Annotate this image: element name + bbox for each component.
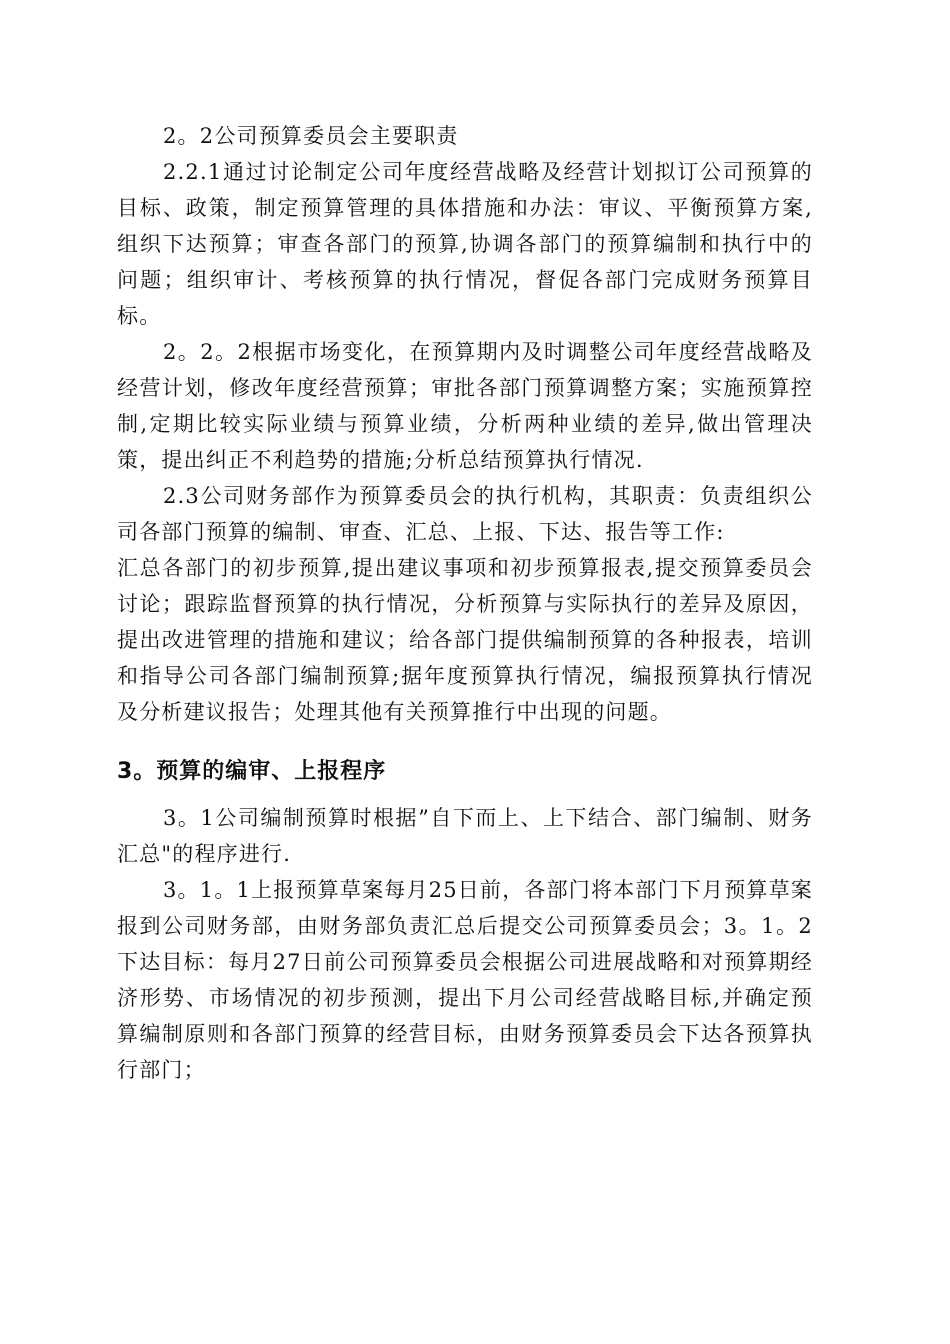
- document-body: [117, 118, 813, 1088]
- section-2-2-title: 2。2公司预算委员会主要职责: [163, 124, 459, 148]
- paragraph-3-1-1: 3。1。1上报预算草案每月25日前，各部门将本部门下月预算草案报到公司财务部，由财务部负责汇总后提交公司预算委员会；3。1。2下达目标：每月27日前公司预算委员会根据公司进展战略和对预算期经济形势、市场情况的初步预测，提出下月公司经营战略目标,并确定预算编制原则和各部门预算的经营目标，由财务预算委员会下达各预算执行部门；: [117, 878, 814, 1082]
- paragraph-2-3-duties: 汇总各部门的初步预算,提出建议事项和初步预算报表,提交预算委员会讨论；跟踪监督预算的执行情况，分析预算与实际执行的差异及原因，提出改进管理的措施和建议；给各部门提供编制预算的各种报表，培训和指导公司各部门编制预算;据年度预算执行情况，编报预算执行情况及分析建议报告；处理其他有关预算推行中出现的问题。: [117, 556, 813, 724]
- paragraph-2-2-2: 2。2。2根据市场变化，在预算期内及时调整公司年度经营战略及经营计划，修改年度经营预算；审批各部门预算调整方案；实施预算控制,定期比较实际业绩与预算业绩，分析两种业绩的差异,做出管理决策，提出纠正不利趋势的措施;分析总结预算执行情况.: [117, 340, 813, 472]
- section-3-heading: 3。预算的编审、上报程序: [117, 759, 387, 784]
- paragraph-3-1: 3。1公司编制预算时根据”自下而上、上下结合、部门编制、财务汇总"的程序进行.: [117, 806, 813, 866]
- paragraph-2-2-1: 2.2.1通过讨论制定公司年度经营战略及经营计划拟订公司预算的目标、政策，制定预算管理的具体措施和办法：审议、平衡预算方案,组织下达预算；审查各部门的预算,协调各部门的预算编制和执行中的问题；组织审计、考核预算的执行情况，督促各部门完成财务预算目标。: [117, 160, 813, 328]
- paragraph-2-3: 2.3公司财务部作为预算委员会的执行机构，其职责：负责组织公司各部门预算的编制、审查、汇总、上报、下达、报告等工作:: [117, 484, 813, 544]
